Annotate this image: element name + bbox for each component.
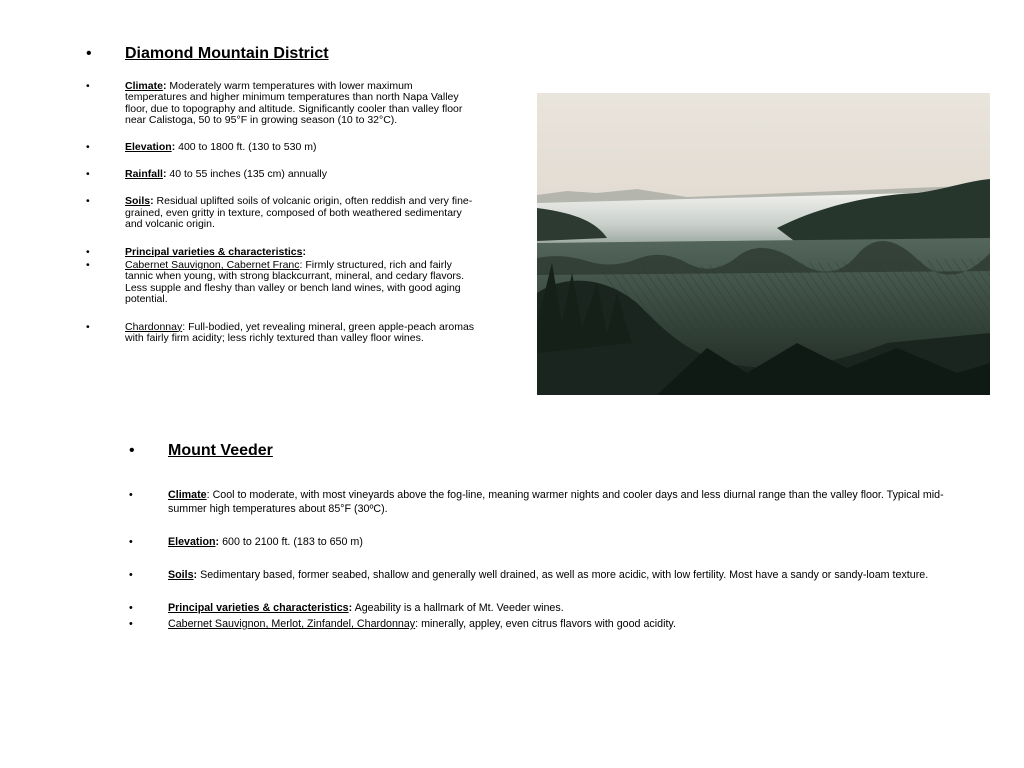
diamond-climate (86, 81, 476, 127)
diamond-cabernet (86, 260, 476, 306)
cabernet-label: Cabernet Sauvignon, Cabernet Franc (125, 259, 300, 272)
colon: : (182, 320, 189, 333)
diamond-elevation (86, 142, 476, 153)
chardonnay-label: Chardonnay (125, 320, 183, 333)
colon: : (150, 195, 154, 208)
diamond-mountain-section (86, 44, 476, 345)
veeder-varieties (129, 601, 959, 615)
colon: : (162, 80, 167, 92)
varieties-label: Principal varieties & characteristics (168, 602, 349, 614)
veeder-title: Mount Veeder (168, 442, 273, 459)
diamond-title-row (86, 44, 476, 64)
chardonnay-text: Full-bodied, yet revealing mineral, green apple-peach aromas with fairly firm acidity; less richly textured than valley floor wines. (125, 320, 475, 345)
grapes-label: Cabernet Sauvignon, Merlot, Zinfandel, Chardonnay (168, 618, 416, 630)
soils-text: Residual uplifted soils of volcanic origin, often reddish and very fine-grained, even gritty in texture, composed of both weathered sedimentary and volcanic origin. (125, 195, 473, 231)
varieties-label: Principal varieties & characteristics (125, 245, 303, 258)
veeder-soils (129, 568, 959, 582)
cabernet-text: Firmly structured, rich and fairly tannic when young, with strong blackcurrant, mineral, and cedary flavors. Less supple and fleshy than valley or bench land wines, with good aging potential. (125, 259, 465, 306)
diamond-chardonnay (86, 322, 476, 345)
soils-label: Soils (125, 195, 151, 208)
elevation-text: 400 to 1800 ft. (130 to 530 m) (178, 140, 317, 153)
bullet: • (86, 195, 90, 208)
bullet: • (86, 168, 90, 181)
colon: : (415, 618, 422, 630)
climate-label: Climate (168, 489, 207, 501)
bullet: • (86, 245, 90, 258)
mount-veeder-section (129, 441, 959, 631)
bullet: • (86, 45, 92, 62)
bullet: • (86, 320, 90, 333)
colon: : (206, 489, 213, 501)
elevation-text: 600 to 2100 ft. (183 to 650 m) (222, 536, 363, 548)
grapes-text: minerally, appley, even citrus flavors with good acidity. (421, 618, 676, 630)
elevation-label: Elevation (125, 140, 172, 153)
colon: : (171, 140, 176, 153)
varieties-text: Ageability is a hallmark of Mt. Veeder wines. (354, 602, 564, 614)
climate-text: Cool to moderate, with most vineyards above the fog-line, meaning warmer nights and cooler days and less diurnal range than the valley floor. Typical mid-summer high temperatures about 85°F (30ºC). (168, 489, 944, 515)
bullet: • (129, 489, 133, 501)
rainfall-text: 40 to 55 inches (135 cm) annually (169, 168, 327, 181)
soils-text: Sedimentary based, former seabed, shallow and generally well drained, as well as more acidic, with low fertility. Most have a sandy or sandy-loam texture. (200, 569, 929, 581)
colon: : (348, 602, 353, 614)
colon: : (299, 259, 306, 272)
bullet: • (129, 569, 133, 581)
colon: : (162, 168, 167, 181)
veeder-title-row (129, 441, 959, 461)
veeder-grapes (129, 617, 959, 631)
climate-text: Moderately warm temperatures with lower maximum temperatures and higher minimum temperatures than north Napa Valley floor, due to topography and altitude. Significantly cooler than valley floor near Calistoga, 50 to 95°F in growing season (10 to 32°C). (125, 80, 463, 127)
bullet: • (86, 259, 90, 272)
colon: : (302, 245, 306, 258)
diamond-rainfall (86, 169, 476, 180)
diamond-varieties (86, 247, 476, 258)
soils-label: Soils (168, 569, 194, 581)
foggy-vineyard-photo (537, 93, 990, 395)
colon: : (215, 536, 220, 548)
colon: : (193, 569, 198, 581)
rainfall-label: Rainfall (125, 168, 163, 181)
diamond-soils (86, 196, 476, 230)
bullet: • (86, 80, 90, 92)
veeder-climate (129, 488, 959, 516)
elevation-label: Elevation (168, 536, 216, 548)
climate-label: Climate (125, 80, 163, 92)
bullet: • (129, 442, 135, 459)
veeder-elevation (129, 535, 959, 549)
bullet: • (86, 140, 90, 153)
diamond-title: Diamond Mountain District (125, 45, 329, 62)
bullet: • (129, 618, 133, 630)
bullet: • (129, 602, 133, 614)
bullet: • (129, 536, 133, 548)
